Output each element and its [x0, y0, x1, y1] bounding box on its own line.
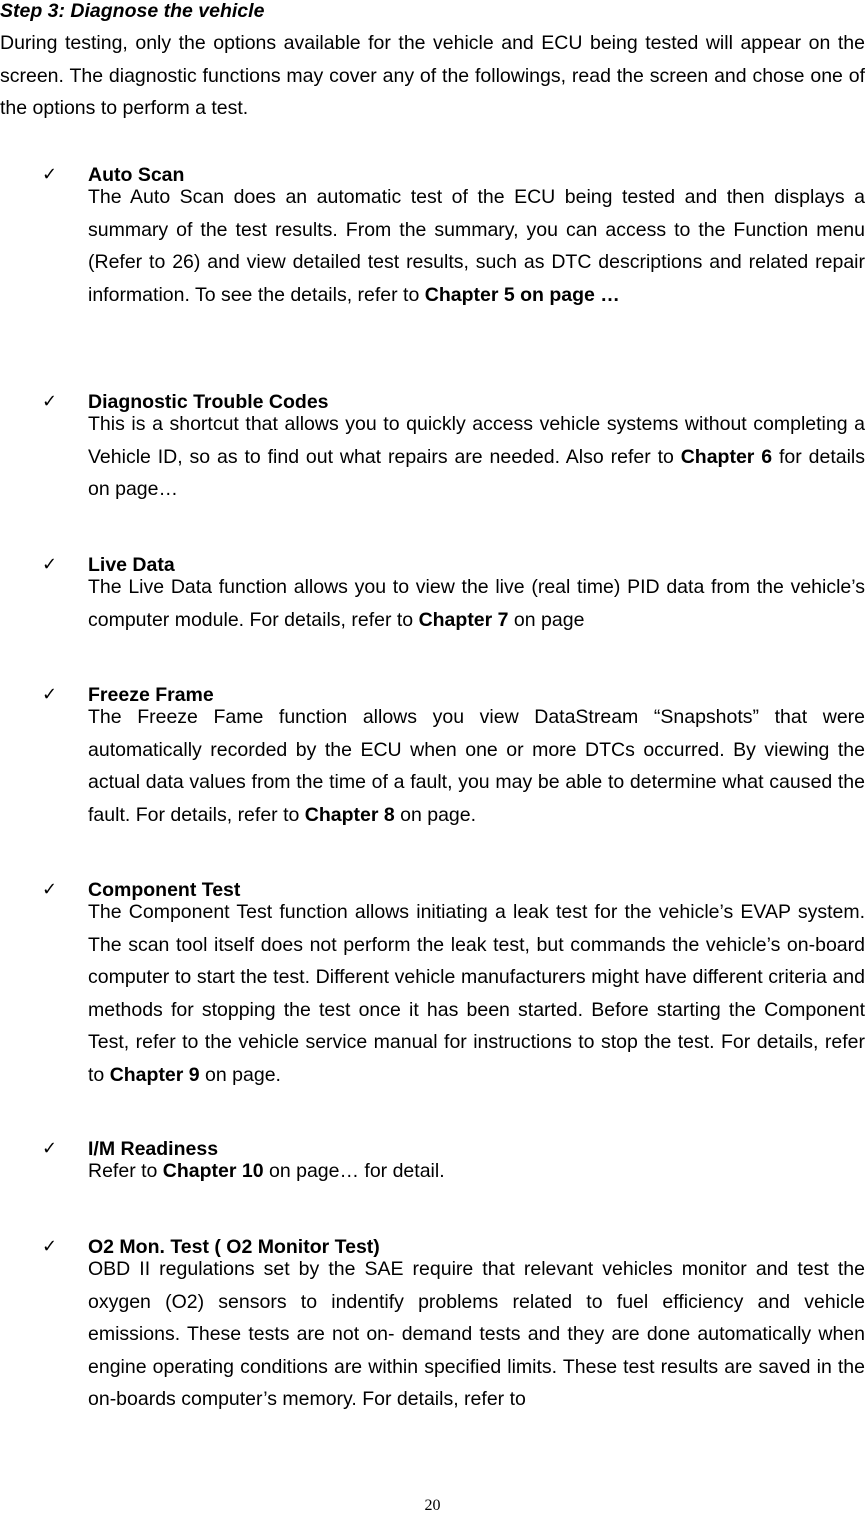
- option-title: Live Data: [88, 554, 175, 576]
- chapter-reference: Chapter 9: [109, 1063, 200, 1086]
- check-icon: ✓: [42, 879, 58, 900]
- option-title: Freeze Frame: [88, 684, 214, 706]
- chapter-reference: Chapter 7: [418, 608, 509, 631]
- option-description: OBD II regulations set by the SAE require that relevant vehicles monitor and test the oxygen (O2) sensors to indentify problems related to fuel efficiency and vehicle emissions. These tests are not on- demand tests and they are done automatically when engine operating conditions are within specified limits. These test results are saved in the on-boards computer’s memory. For details, refer to: [88, 1258, 865, 1410]
- check-icon: ✓: [42, 1138, 58, 1159]
- option-title: Auto Scan: [88, 164, 185, 186]
- check-icon: ✓: [42, 554, 58, 575]
- option-description: The Component Test function allows initiating a leak test for the vehicle’s EVAP system. The scan tool itself does not perform the leak test, but commands the vehicle’s on-board computer to start the test. Different vehicle manufacturers might have different criteria and methods for stopping the test once it has been started. Before starting the Component Test, refer to the vehicle service manual for instructions to stop the test. For details, refer to Chapter 9 on page.: [88, 901, 865, 1086]
- check-icon: ✓: [42, 391, 58, 412]
- check-icon: ✓: [42, 1236, 58, 1257]
- option-description: The Freeze Fame function allows you view DataStream “Snapshots” that were automatically recorded by the ECU when one or more DTCs occurred. By viewing the actual data values from the time of a fault, you may be able to determine what caused the fault. For details, refer to Chapter 8 on page.: [88, 706, 865, 826]
- option-title: Component Test: [88, 879, 241, 901]
- check-icon: ✓: [42, 684, 58, 705]
- chapter-reference: Chapter 6: [680, 445, 773, 468]
- chapter-reference: Chapter 8: [304, 803, 395, 826]
- option-description: The Auto Scan does an automatic test of the ECU being tested and then displays a summary of the test results. From the summary, you can access to the Function menu (Refer to 26) and view detailed test results, such as DTC descriptions and related repair information. To see the details, refer to Chapter 5 on page …: [88, 186, 865, 306]
- option-title: I/M Readiness: [88, 1138, 219, 1160]
- chapter-reference: Chapter 10: [162, 1160, 264, 1182]
- option-title: Diagnostic Trouble Codes: [88, 391, 329, 413]
- intro-paragraph: During testing, only the options available for the vehicle and ECU being tested will appear on the screen. The diagnostic functions may cover any of the followings, read the screen and chose one of the options to perform a test.: [0, 32, 865, 119]
- page-number: 20: [424, 1497, 441, 1514]
- option-description: Refer to Chapter 10 on page… for detail.: [88, 1160, 445, 1182]
- step-title: Step 3: Diagnose the vehicle: [0, 0, 265, 22]
- chapter-reference: Chapter 5 on page …: [424, 283, 620, 306]
- option-title: O2 Mon. Test ( O2 Monitor Test): [88, 1236, 380, 1258]
- option-description: This is a shortcut that allows you to quickly access vehicle systems without completing a Vehicle ID, so as to find out what repairs are needed. Also refer to Chapter 6 for details on page…: [88, 413, 865, 500]
- option-description: The Live Data function allows you to view the live (real time) PID data from the vehicle’s computer module. For details, refer to Chapter 7 on page: [88, 576, 865, 631]
- check-icon: ✓: [42, 164, 58, 185]
